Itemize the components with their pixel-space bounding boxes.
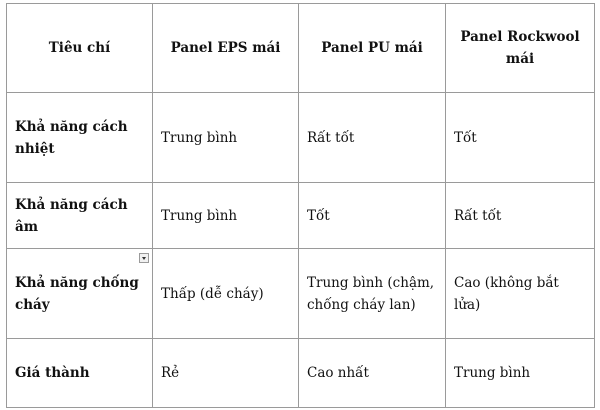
criteria-cell (7, 249, 153, 339)
table-row (7, 183, 595, 249)
eps-cell: Trung bình (153, 93, 299, 183)
eps-cell: Thấp (dễ cháy) (153, 249, 299, 339)
chevron-down-icon[interactable] (139, 253, 149, 263)
eps-cell: Trung bình (153, 183, 299, 249)
rockwool-cell: Rất tốt (446, 183, 595, 249)
rockwool-cell: Cao (không bắt lửa) (446, 249, 595, 339)
rockwool-cell: Tốt (446, 93, 595, 183)
eps-cell: Rẻ (153, 339, 299, 408)
header-criteria: Tiêu chí (7, 4, 153, 93)
pu-cell: Cao nhất (299, 339, 446, 408)
rockwool-cell: Trung bình (446, 339, 595, 408)
table-row (7, 93, 595, 183)
criteria-cell: Khả năng cách nhiệt (7, 93, 153, 183)
header-rockwool: Panel Rockwool mái (446, 4, 595, 93)
header-eps: Panel EPS mái (153, 4, 299, 93)
pu-cell: Tốt (299, 183, 446, 249)
table-row (7, 249, 595, 339)
table-header-row (7, 4, 595, 93)
criteria-cell: Khả năng cách âm (7, 183, 153, 249)
pu-cell: Trung bình (chậm, chống cháy lan) (299, 249, 446, 339)
pu-cell: Rất tốt (299, 93, 446, 183)
comparison-table (6, 3, 595, 408)
header-pu: Panel PU mái (299, 4, 446, 93)
table-row (7, 339, 595, 408)
criteria-text: Khả năng chống cháy (15, 274, 139, 313)
criteria-cell: Giá thành (7, 339, 153, 408)
